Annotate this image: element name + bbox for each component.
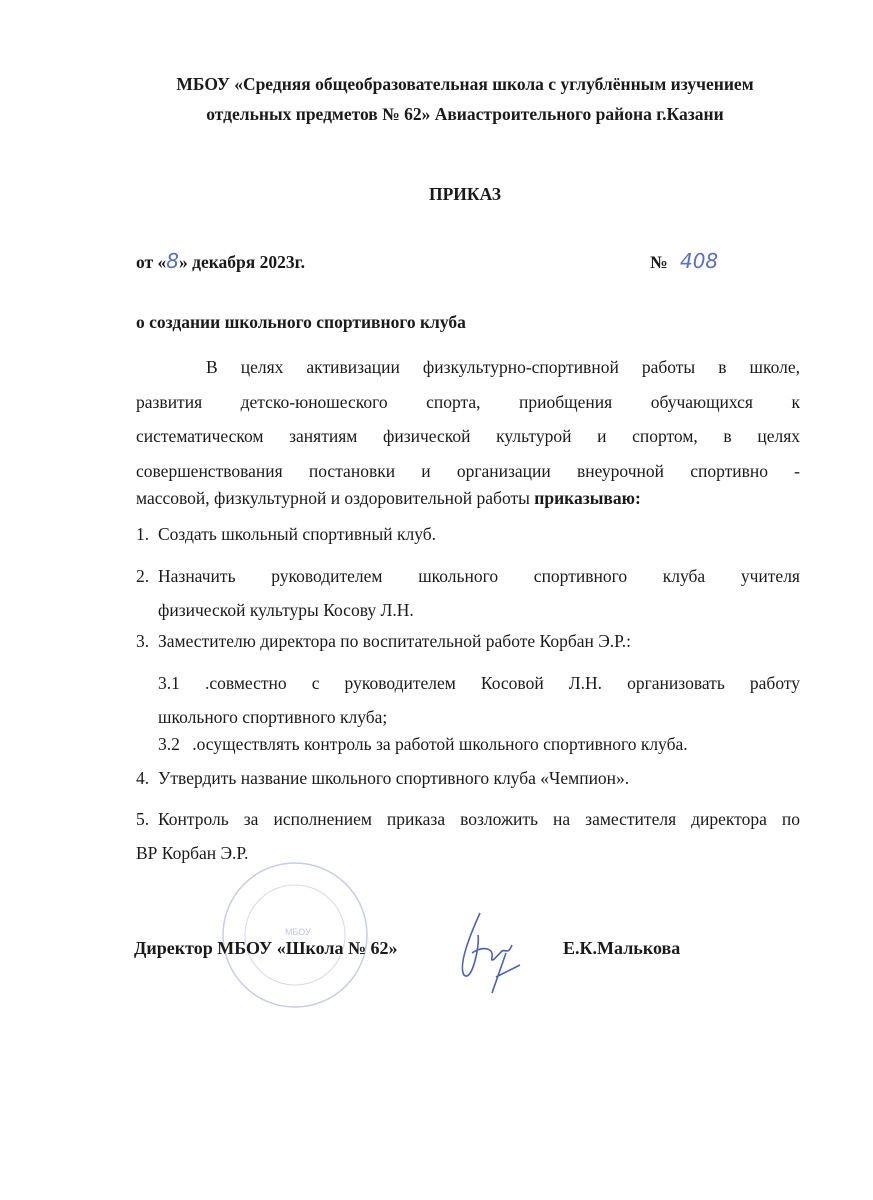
item-number: 3. [136, 631, 150, 651]
date-day-handwritten: 8 [166, 249, 179, 273]
order-item-1 [136, 524, 800, 545]
school-name-line-2: отдельных предметов № 62» Авиастроительного района г.Казани [206, 104, 724, 124]
preamble [136, 350, 800, 488]
number-value-handwritten: 408 [679, 249, 719, 273]
number-label: № [650, 252, 668, 272]
item-text: .осуществлять контроль за работой школьного спортивного клуба. [192, 734, 688, 754]
preamble-line: совершенствования постановки и организации внеурочной спортивно - [136, 460, 800, 481]
date-prefix: от « [136, 252, 167, 272]
item-text: физической культуры Косову Л.Н. [158, 600, 414, 620]
handwritten-signature [450, 905, 530, 995]
item-text: .совместно с руководителем Косовой Л.Н. организовать работу [204, 673, 801, 693]
order-item-3-2 [158, 734, 822, 755]
order-verb: приказываю: [534, 488, 641, 508]
item-number: 2. [136, 566, 150, 586]
item-number: 1. [136, 524, 150, 544]
school-name-line-1: МБОУ «Средняя общеобразовательная школа с углублённым изучением [176, 74, 754, 94]
director-position: Директор МБОУ «Школа № 62» [134, 938, 398, 958]
preamble-last-line [136, 488, 641, 509]
order-item-4 [136, 768, 800, 789]
preamble-text: массовой, физкультурной и оздоровительной работы [136, 488, 530, 508]
item-number: 5. [136, 809, 150, 829]
item-text: Утвердить название школьного спортивного клуба «Чемпион». [158, 768, 630, 788]
preamble-line: развития детско-юношеского спорта, приобщения обучающихся к [136, 391, 800, 412]
date-suffix: » декабря 2023г. [178, 252, 305, 272]
preamble-line: систематическом занятиям физической культурой и спортом, в целях [136, 426, 800, 446]
order-date [136, 249, 305, 273]
item-number: 3.2 [158, 734, 180, 754]
item-text: ВР Корбан Э.Р. [136, 843, 249, 863]
item-number: 4. [136, 768, 150, 788]
order-subject: о создании школьного спортивного клуба [136, 312, 466, 332]
document-title: ПРИКАЗ [428, 184, 502, 204]
stamp-seal [195, 860, 395, 1010]
item-text: школьного спортивного клуба; [158, 707, 388, 727]
order-item-3 [136, 631, 800, 652]
director-name: Е.К.Малькова [563, 938, 681, 958]
stamp-label: МБОУ [285, 927, 311, 937]
item-text: Заместителю директора по воспитательной работе Корбан Э.Р.: [158, 631, 631, 651]
order-item-3-1 [158, 666, 800, 734]
item-text: Создать школьный спортивный клуб. [158, 524, 437, 544]
item-number: 3.1 [158, 673, 180, 693]
order-item-2 [136, 559, 800, 627]
order-number [650, 249, 718, 273]
item-text: Контроль за исполнением приказа возложить на заместителя директора по [158, 809, 800, 829]
preamble-line: В целях активизации физкультурно-спортивной работы в школе, [206, 357, 800, 377]
item-text: Назначить руководителем школьного спортивного клуба учителя [158, 566, 800, 586]
